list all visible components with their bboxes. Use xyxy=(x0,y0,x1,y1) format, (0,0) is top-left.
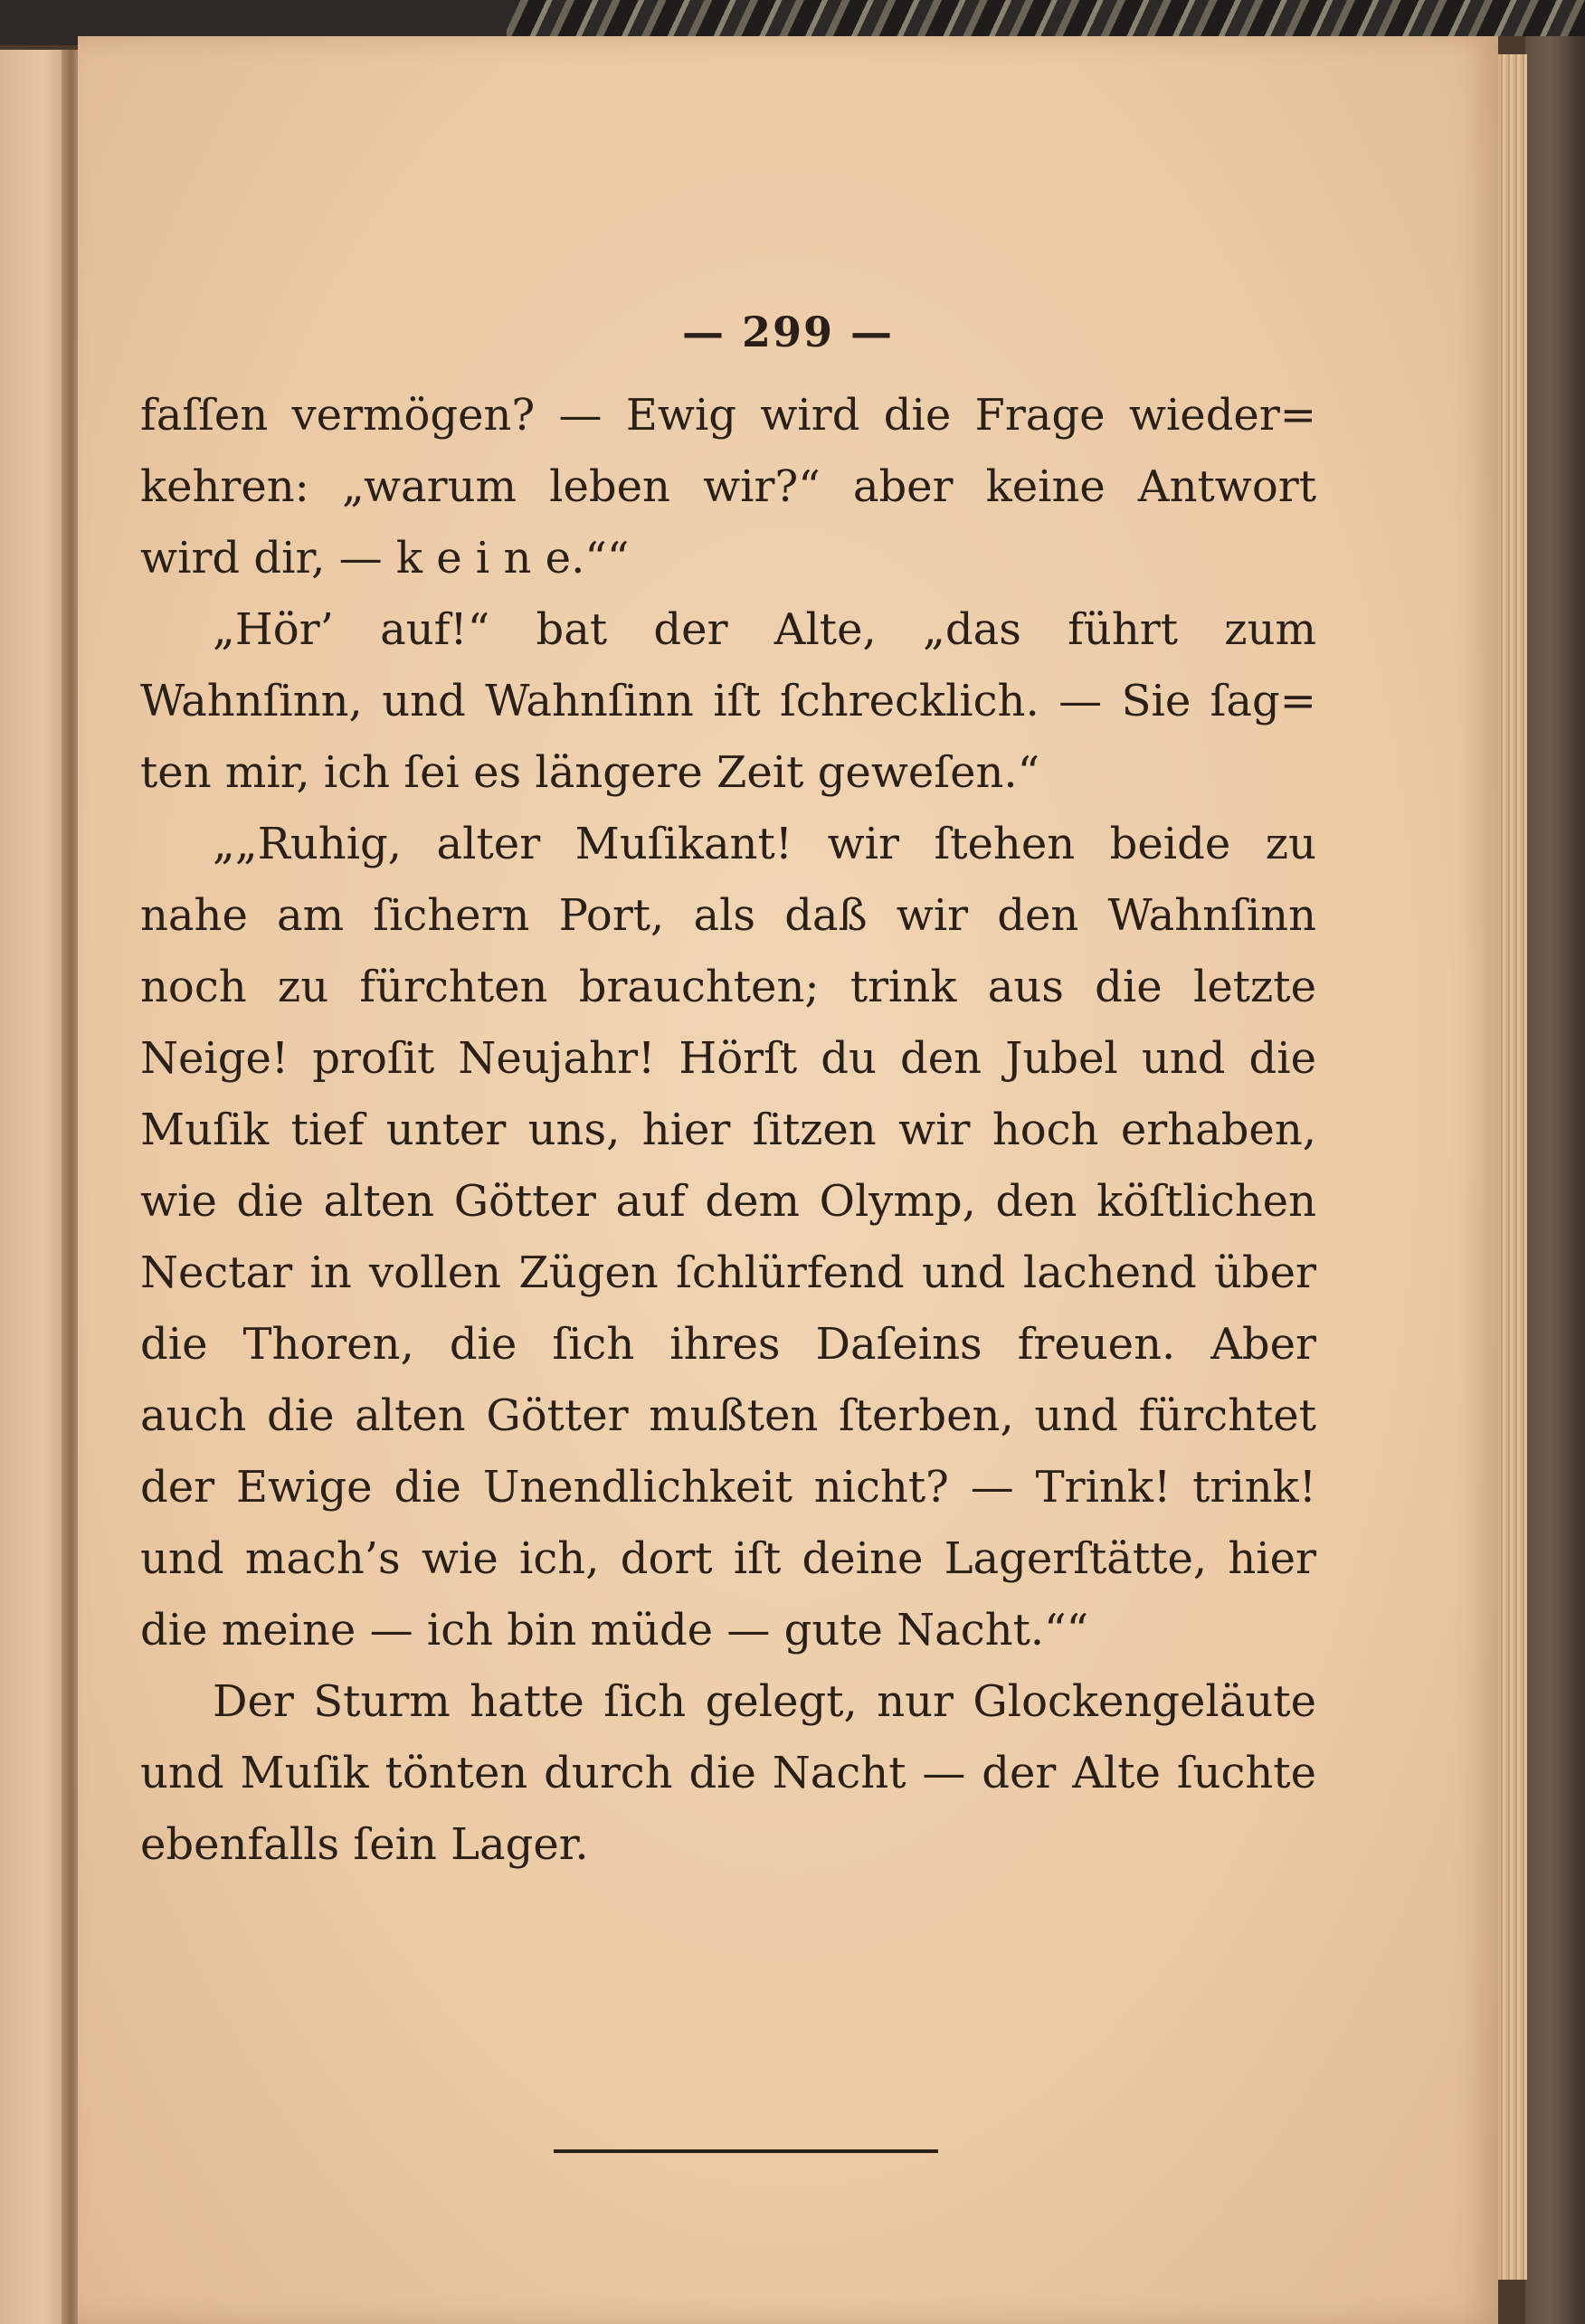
text-line: Neige! proſit Neujahr! Hörſt du den Jubel und die xyxy=(140,1033,1316,1084)
text-line: die meine — ich bin müde — gute Nacht.““ xyxy=(140,1605,1089,1655)
text-line: auch die alten Götter mußten ſterben, und fürchtet xyxy=(140,1390,1316,1441)
text-line: nahe am ſichern Port, als daß wir den Wahnſinn xyxy=(140,890,1316,941)
text-line: Wahnſinn, und Wahnſinn iſt ſchrecklich. — Sie ſag= xyxy=(140,676,1316,726)
page-text xyxy=(140,380,1316,1881)
text-line: Nectar in vollen Zügen ſchlürfend und lachend über xyxy=(140,1247,1316,1298)
text-line: kehren: „warum leben wir?“ aber keine Antwort xyxy=(140,461,1316,512)
text-line: und mach’s wie ich, dort iſt deine Lagerſtätte, hier xyxy=(140,1533,1316,1584)
text-line: der Ewige die Unendlichkeit nicht? — Trink! trink! xyxy=(140,1462,1316,1513)
text-line: „Hör’ auf!“ bat der Alte, „das führt zum xyxy=(213,604,1316,655)
text-line: wird dir, — k e i n e.““ xyxy=(140,533,630,583)
text-line: ten mir, ich ſei es längere Zeit geweſen.“ xyxy=(140,747,1040,798)
back-cover xyxy=(1525,36,1585,2324)
text-line: und Muſik tönten durch die Nacht — der Alte ſuchte xyxy=(140,1748,1316,1798)
text-line: noch zu fürchten brauchten; trink aus die letzte xyxy=(140,962,1316,1012)
text-line: Der Sturm hatte ſich gelegt, nur Glockengeläute xyxy=(213,1676,1316,1727)
marbled-cover-edge xyxy=(507,0,1585,36)
page-number: — 299 — xyxy=(681,308,895,356)
text-line: Muſik tief unter uns, hier ſitzen wir hoch erhaben, xyxy=(140,1105,1316,1155)
text-line: wie die alten Götter auf dem Olymp, den köſtlichen xyxy=(140,1176,1316,1227)
text-line: ebenfalls ſein Lager. xyxy=(140,1819,589,1870)
text-line: faſſen vermögen? — Ewig wird die Frage wieder= xyxy=(140,390,1316,441)
text-line: „„Ruhig, alter Muſikant! wir ſtehen beide zu xyxy=(213,819,1316,869)
text-line: die Thoren, die ſich ihres Daſeins freuen. Aber xyxy=(140,1319,1316,1370)
section-end-rule xyxy=(554,2149,938,2153)
